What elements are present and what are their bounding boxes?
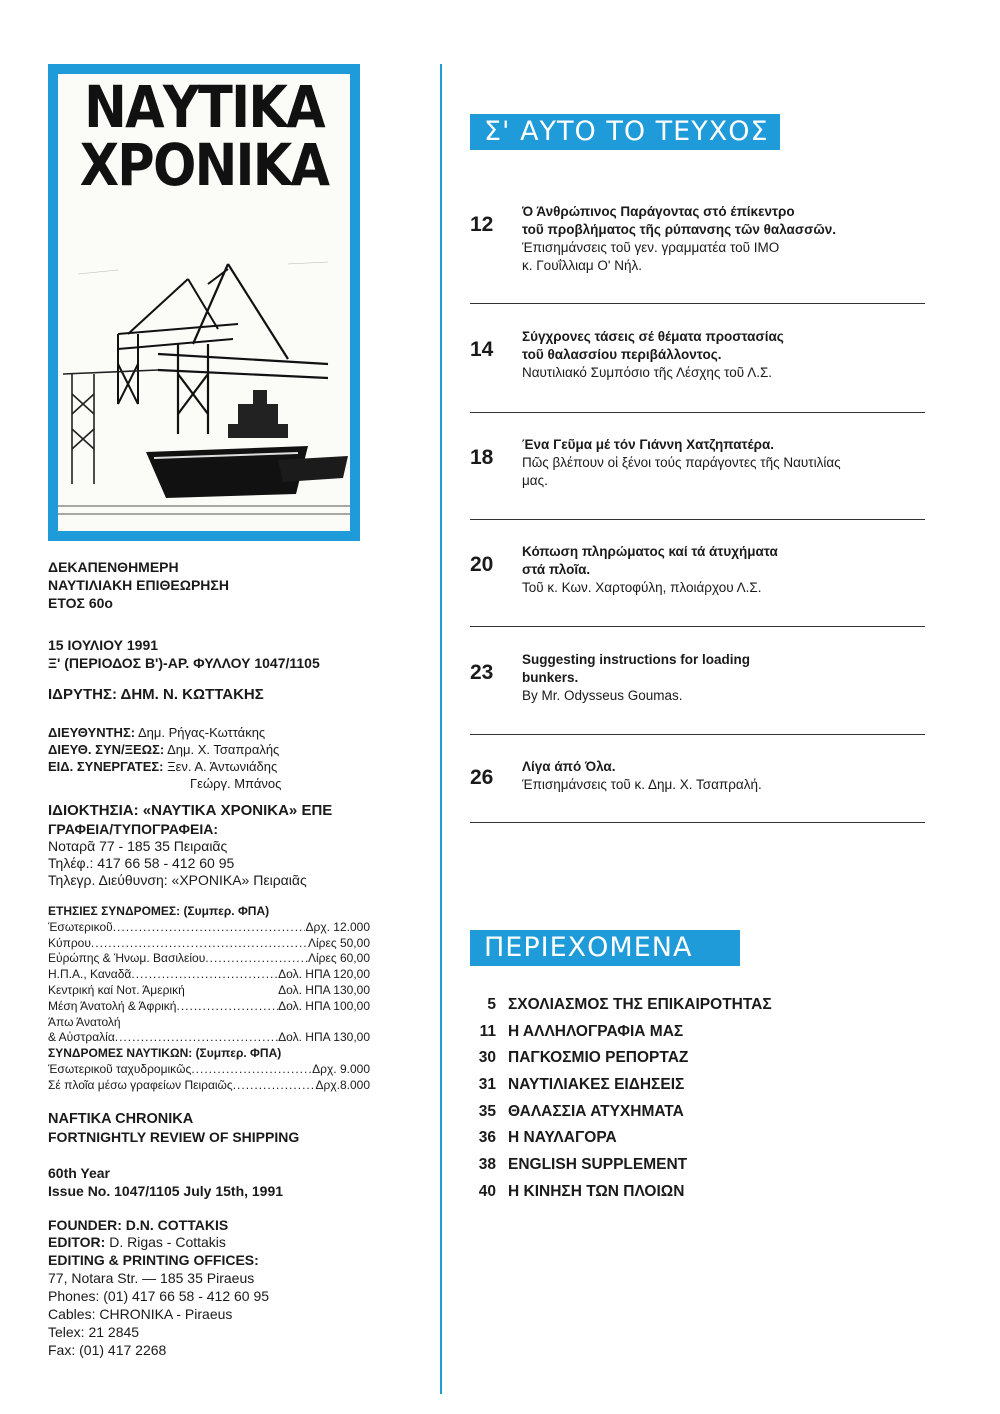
contents-page: 11 [479, 1022, 496, 1040]
toc-page-number: 12 [470, 213, 494, 236]
english-credits [48, 1216, 269, 1359]
toc-sub-line: By Mr. Odysseus Goumas. [522, 688, 683, 703]
contents-item[interactable] [470, 1103, 920, 1130]
offices-heading: ΓΡΑΦΕΙΑ/ΤΥΠΟΓΡΑΦΕΙΑ: [48, 821, 218, 837]
contents-item[interactable] [470, 1156, 920, 1183]
english-offices: EDITING & PRINTING OFFICES: [48, 1252, 259, 1268]
masthead-founder [48, 686, 264, 704]
toc-title-line: Ένα Γεῦμα μέ τόν Γιάννη Χατζηπατέρα. [522, 437, 775, 452]
toc-entry-text [522, 651, 922, 705]
subscription-region: Άπω Άνατολή [48, 1014, 121, 1029]
staff-name: Δημ. Ρήγας-Κωττάκης [137, 725, 266, 740]
toc-title-line: bunkers. [522, 670, 579, 685]
subscription-row [48, 951, 370, 967]
in-this-issue-heading: Σ' ΑΥΤΟ ΤΟ ΤΕΥΧΟΣ [484, 116, 769, 147]
toc-title-line: Ό Άνθρώπινος Παράγοντας στό έπίκεντρο [522, 204, 795, 219]
subscription-row [48, 1015, 370, 1031]
subscription-region: Κύπρου [48, 935, 91, 950]
masthead-kind [48, 558, 229, 612]
contents-title: ENGLISH SUPPLEMENT [508, 1156, 688, 1174]
english-issue-number: Issue No. 1047/1105 July 15th, 1991 [48, 1183, 284, 1199]
subscription-row [48, 936, 370, 952]
english-editor-label: EDITOR: [48, 1234, 106, 1250]
subscription-row [48, 983, 370, 999]
owner-line: ΙΔΙΟΚΤΗΣΙΑ: «ΝΑΥΤΙΚΑ ΧΡΟΝΙΚΑ» ΕΠΕ [48, 802, 333, 819]
english-address: 77, Notara Str. — 185 35 Piraeus [48, 1270, 255, 1286]
subscription-price: Δρχ. 9.000 [312, 1061, 370, 1076]
toc-title-line: Κόπωση πληρώματος καί τά άτυχήματα [522, 544, 778, 559]
toc-title-line: τοῦ θαλασσίου περιβάλλοντος. [522, 347, 722, 362]
toc-title-line: στά πλοῖα. [522, 562, 591, 577]
toc-rule [470, 822, 925, 823]
subscription-region: Εὐρώπης & Ήνωμ. Βασιλείου [48, 951, 206, 966]
contents-banner [470, 930, 740, 966]
english-fax: Fax: (01) 417 2268 [48, 1342, 167, 1358]
cover-title-line2: ΧΡΟΝΙΚΑ [79, 131, 329, 199]
english-telex: Telex: 21 2845 [48, 1324, 140, 1340]
contents-list [470, 996, 920, 1210]
cover-title [76, 74, 333, 199]
contents-title: ΠΑΓΚΟΣΜΙΟ ΡΕΠΟΡΤΑΖ [508, 1049, 689, 1067]
staff-row [48, 758, 281, 775]
toc-sub-line: Έπισημάνσεις τοῦ κ. Δημ. Χ. Τσαπραλή. [522, 777, 762, 792]
contents-title: ΝΑΥΤΙΛΙΑΚΕΣ ΕΙΔΗΣΕΙΣ [508, 1076, 685, 1094]
subscription-price: Δρχ. 12.000 [305, 919, 370, 934]
toc-rule [470, 412, 925, 413]
subscription-price: Δολ. ΗΠΑ 130,00 [278, 1030, 370, 1045]
contents-page: 5 [487, 996, 496, 1013]
toc-sub-line: κ. Γουΐλλιαμ Ο' Νήλ. [522, 258, 642, 273]
contents-item[interactable] [470, 1023, 920, 1050]
toc-sub-line: Έπισημάνσεις τοῦ γεν. γραμματέα τοῦ ΙΜΟ [522, 240, 780, 255]
toc-title-line: Λίγα άπό Όλα. [522, 759, 616, 774]
subscription-price: Δρχ.8.000 [315, 1077, 370, 1092]
staff-role: ΕΙΔ. ΣΥΝΕΡΓΑΤΕΣ: [48, 759, 164, 774]
contents-title: ΘΑΛΑΣΣΙΑ ΑΤΥΧΗΜΑΤΑ [508, 1102, 684, 1120]
subscription-price: Λίρες 50,00 [307, 935, 370, 950]
staff-list [48, 724, 281, 792]
toc-title-line: Σύγχρονες τάσεις σέ θέματα προστασίας [522, 329, 784, 344]
toc-page-number: 14 [470, 338, 494, 361]
masthead-line: ΝΑΥΤΙΛΙΑΚΗ ΕΠΙΘΕΩΡΗΣΗ [48, 577, 229, 593]
toc-entry-text [522, 436, 922, 490]
subscription-region: & Αὐστραλία [48, 1030, 115, 1045]
contents-title: Η ΑΛΛΗΛΟΓΡΑΦΙΑ ΜΑΣ [508, 1022, 684, 1040]
staff-row [48, 724, 281, 741]
contents-item[interactable] [470, 1076, 920, 1103]
staff-role: ΔΙΕΥΘΥΝΤΗΣ: [48, 725, 136, 740]
english-name: NAFTIKA CHRONIKA [48, 1111, 194, 1127]
masthead-issue [48, 636, 320, 672]
issue-date: 15 ΙΟΥΛΙΟΥ 1991 [48, 637, 159, 653]
founder-line: ΙΔΡΥΤΗΣ: ΔΗΜ. Ν. ΚΩΤΤΑΚΗΣ [48, 686, 264, 703]
toc-entry-text [522, 543, 922, 597]
toc-page-number: 26 [470, 766, 494, 789]
column-divider [440, 64, 442, 1394]
seamen-subscriptions-heading: ΣΥΝΔΡΟΜΕΣ ΝΑΥΤΙΚΩΝ: (Συμπερ. ΦΠΑ) [48, 1046, 282, 1061]
toc-rule [470, 626, 925, 627]
ownership [48, 802, 332, 889]
subscription-region: Σέ πλοῖα μέσω γραφείων Πειραιῶς [48, 1077, 233, 1092]
staff-role: ΔΙΕΥΘ. ΣΥΝ/ΞΕΩΣ: [48, 742, 165, 757]
toc-page-number: 23 [470, 661, 494, 684]
contents-title: Η ΚΙΝΗΣΗ ΤΩΝ ΠΛΟΙΩΝ [508, 1182, 685, 1200]
staff-name: Γεώργ. Μπάνος [190, 776, 282, 791]
subscription-row [48, 1062, 370, 1078]
staff-row [48, 741, 281, 758]
english-editor: D. Rigas - Cottakis [109, 1234, 226, 1250]
contents-item[interactable] [470, 1049, 920, 1076]
contents-page: 38 [478, 1156, 496, 1174]
staff-row [48, 775, 281, 792]
toc-entry-text [522, 203, 922, 275]
subscription-row [48, 1030, 370, 1046]
contents-heading: ΠΕΡΙΕΧΟΜΕΝΑ [484, 932, 693, 963]
subscription-price: Λίρες 60,00 [307, 951, 370, 966]
staff-name: Ξεν. Α. Άντωνιάδης [167, 759, 278, 774]
toc-entry-text [522, 328, 922, 382]
issue-number: Ξ' (ΠΕΡΙΟΔΟΣ Β')-ΑΡ. ΦΥΛΛΟΥ 1047/1105 [48, 655, 320, 671]
phone: Τηλέφ.: 417 66 58 - 412 60 95 [48, 855, 235, 871]
english-issue [48, 1164, 283, 1200]
contents-page: 30 [478, 1049, 496, 1067]
english-phones: Phones: (01) 417 66 58 - 412 60 95 [48, 1288, 270, 1304]
cover-image [48, 64, 360, 541]
english-tagline: FORTNIGHTLY REVIEW OF SHIPPING [48, 1129, 300, 1145]
subscription-price: Δολ. ΗΠΑ 120,00 [278, 967, 370, 982]
in-this-issue-banner [470, 114, 780, 150]
toc-rule [470, 303, 925, 304]
subscription-price: Δολ. ΗΠΑ 130,00 [278, 982, 370, 997]
contents-item[interactable] [470, 1183, 920, 1210]
subscriptions [48, 904, 370, 1094]
subscription-region: Μέση Άνατολή & Άφρική [48, 998, 177, 1013]
subscription-row [48, 999, 370, 1015]
masthead-line: ΕΤΟΣ 60ο [48, 595, 113, 611]
english-editor-row [48, 1234, 269, 1251]
contents-title: Η ΝΑΥΛΑΓΟΡΑ [508, 1129, 617, 1147]
subscription-region: Έσωτερικοῦ [48, 919, 113, 934]
address: Νοταρᾶ 77 - 185 35 Πειραιᾶς [48, 838, 228, 854]
subscription-row [48, 920, 370, 936]
contents-item[interactable] [470, 1129, 920, 1156]
staff-name: Δημ. Χ. Τσαπραλής [167, 742, 280, 757]
contents-title: ΣΧΟΛΙΑΣΜΟΣ ΤΗΣ ΕΠΙΚΑΙΡΟΤΗΤΑΣ [508, 996, 772, 1013]
cover-title-line1: ΝΑΥΤΙΚΑ [84, 74, 324, 141]
masthead-line: ΔΕΚΑΠΕΝΘΗΜΕΡΗ [48, 559, 179, 575]
toc-sub-line: Τοῦ κ. Κων. Χαρτοφύλη, πλοιάρχου Λ.Σ. [522, 580, 762, 595]
english-year: 60th Year [48, 1165, 111, 1181]
toc-entry-text [522, 758, 922, 794]
toc-rule [470, 519, 925, 520]
english-masthead [48, 1110, 299, 1146]
english-founder: FOUNDER: D.N. COTTAKIS [48, 1217, 229, 1233]
cable-address: Τηλεγρ. Διεύθυνση: «ΧΡΟΝΙΚΑ» Πειραιᾶς [48, 872, 307, 888]
toc-page-number: 18 [470, 446, 494, 469]
subscription-region: Έσωτερικοῦ ταχυδρομικῶς [48, 1061, 192, 1076]
subscription-price: Δολ. ΗΠΑ 100,00 [278, 998, 370, 1013]
toc-rule [470, 734, 925, 735]
toc-sub-line: Πῶς βλέπουν οἱ ξένοι τούς παράγοντες τῆς Ναυτιλίας [522, 455, 841, 470]
contents-page: 35 [478, 1102, 496, 1120]
toc-title-line: τοῦ προβλήματος τῆς ρύπανσης τῶν θαλασσῶν. [522, 222, 836, 237]
subscription-row [48, 1078, 370, 1094]
toc-page-number: 20 [470, 553, 494, 576]
contents-item[interactable] [470, 996, 920, 1023]
contents-page: 40 [478, 1182, 496, 1200]
toc-title-line: Suggesting instructions for loading [522, 652, 750, 667]
subscription-region: Η.Π.Α., Καναδᾶ [48, 967, 132, 982]
toc-sub-line: Ναυτιλιακό Συμπόσιο τῆς Λέσχης τοῦ Λ.Σ. [522, 365, 773, 380]
contents-page: 31 [478, 1076, 496, 1094]
toc-sub-line: μας. [522, 473, 548, 488]
subscription-row [48, 967, 370, 983]
contents-page: 36 [478, 1129, 496, 1147]
english-cables: Cables: CHRONIKA - Piraeus [48, 1306, 233, 1322]
subscriptions-heading: ΕΤΗΣΙΕΣ ΣΥΝΔΡΟΜΕΣ: (Συμπερ. ΦΠΑ) [48, 904, 270, 918]
subscription-region: Κεντρική καί Νοτ. Άμερική [48, 982, 185, 997]
